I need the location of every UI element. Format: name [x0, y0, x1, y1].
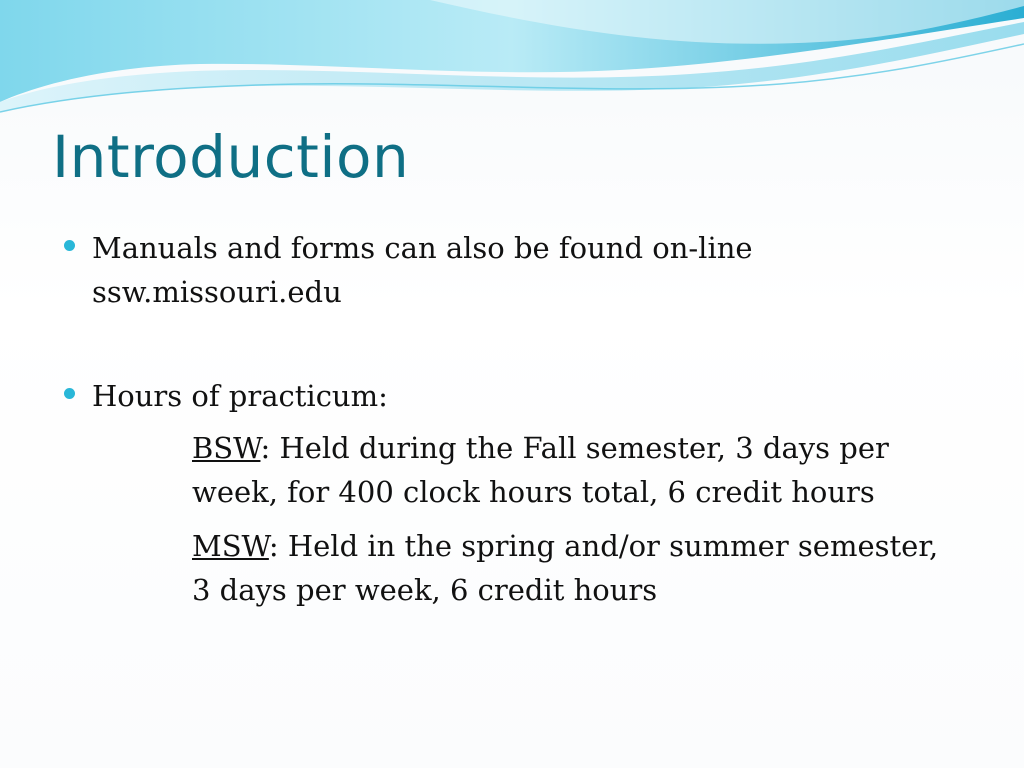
slide-body [64, 226, 964, 612]
bullet-icon [64, 240, 75, 251]
bsw-text: : Held during the Fall semester, 3 days per week, for 400 clock hours total, 6 credit hours [192, 431, 889, 509]
bullet-item-hours [64, 374, 964, 612]
bullet-item-manuals [64, 226, 964, 314]
bsw-label: BSW [192, 431, 261, 465]
msw-text: : Held in the spring and/or summer semester, 3 days per week, 6 credit hours [192, 529, 939, 607]
msw-paragraph [192, 524, 952, 612]
bullet-text: Manuals and forms can also be found on-line [92, 231, 753, 265]
bsw-paragraph [192, 426, 952, 514]
msw-label: MSW [192, 529, 269, 563]
website-url: ssw.missouri.edu [92, 275, 342, 309]
slide-title: Introduction [52, 123, 410, 191]
bullet-text: Hours of practicum: [92, 379, 388, 413]
header-wave-decoration [0, 0, 1024, 120]
bullet-icon [64, 388, 75, 399]
